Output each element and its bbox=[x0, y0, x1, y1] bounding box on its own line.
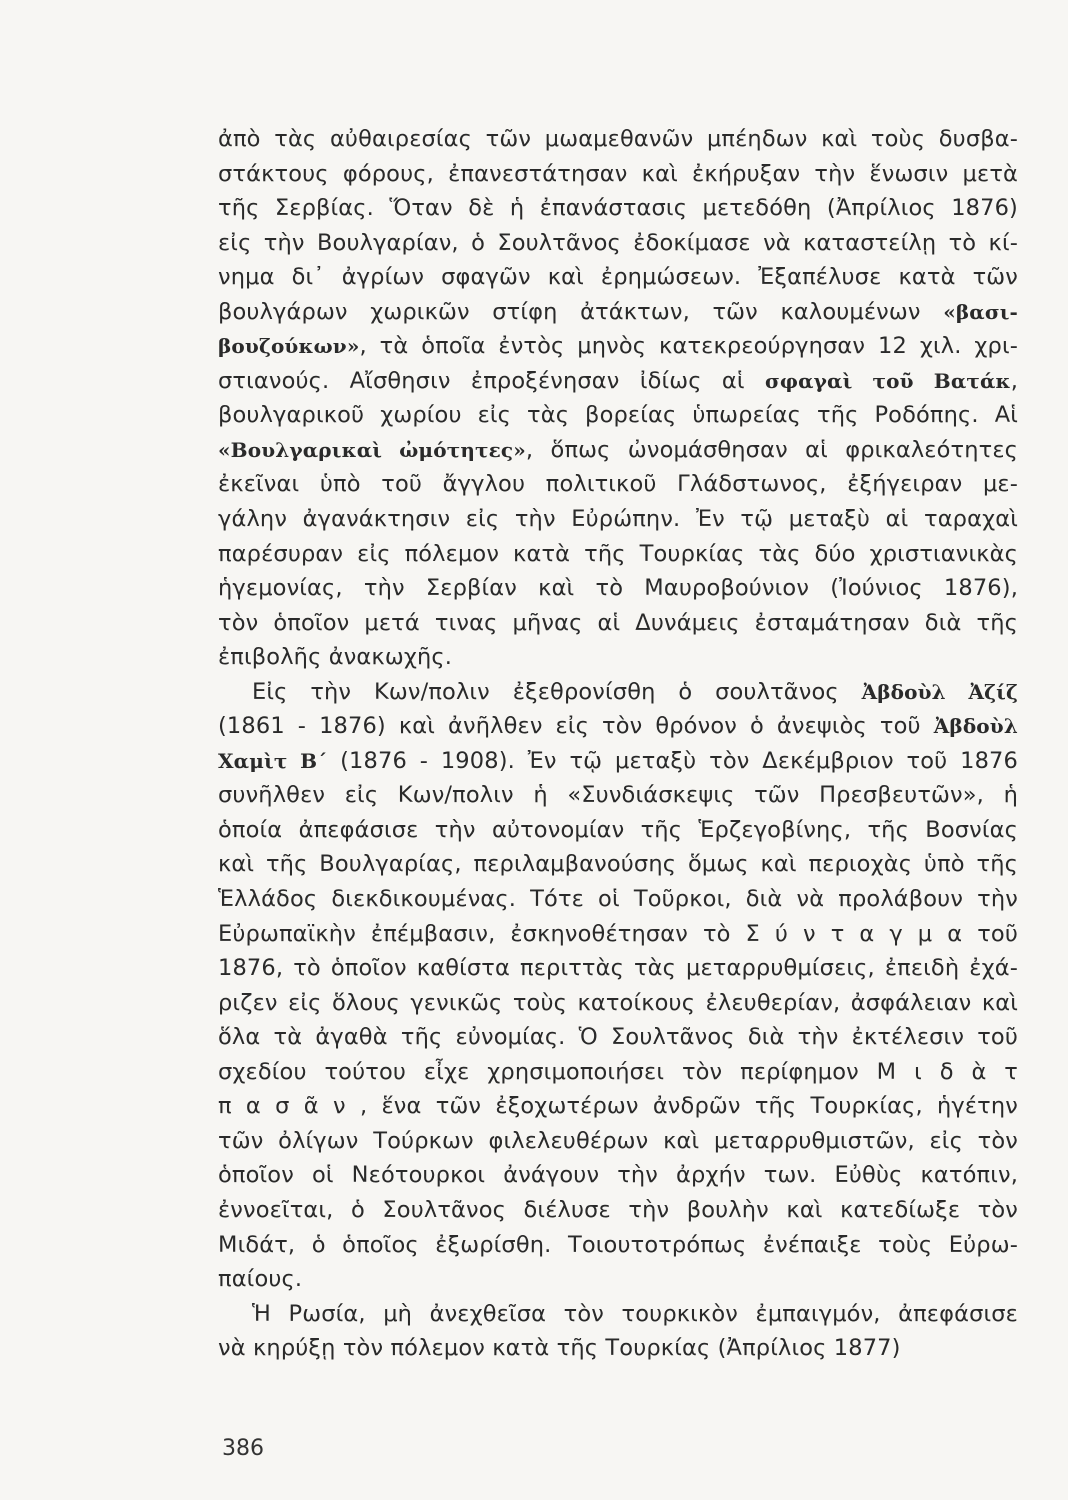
bold-text-segment: «βασι- bbox=[943, 299, 1018, 324]
text-line bbox=[218, 951, 1018, 986]
text-line bbox=[218, 606, 1018, 641]
text-line bbox=[218, 467, 1018, 502]
page-text bbox=[218, 122, 1018, 1366]
text-line bbox=[218, 882, 1018, 917]
text-segment: (1876 - 1908). Ἐν τῷ μεταξὺ τὸν Δεκέμβριον τοῦ 1876 bbox=[327, 747, 1018, 774]
text-segment: παίους. bbox=[218, 1266, 303, 1293]
bold-text-segment: Χαμὶτ Β΄ bbox=[218, 748, 328, 773]
text-segment: στάκτους φόρους, ἐπανεστάτησαν καὶ ἐκήρυξαν τὴν ἕνωσιν μετὰ bbox=[218, 160, 1018, 187]
text-segment: ἐκεῖναι ὑπὸ τοῦ ἄγγλου πολιτικοῦ Γλάδστωνος, ἐξήγειραν με- bbox=[218, 471, 1018, 498]
text-line bbox=[218, 226, 1018, 261]
text-segment: Μιδάτ, ὁ ὁποῖος ἐξωρίσθη. Τοιουτοτρόπως ἐνέπαιξε τοὺς Εὐρω- bbox=[218, 1231, 1018, 1258]
text-line bbox=[218, 778, 1018, 813]
text-line bbox=[218, 122, 1018, 157]
text-segment: 1876, τὸ ὁποῖον καθίστα περιττὰς τὰς μεταρρυθμίσεις, ἐπειδὴ ἐχά- bbox=[218, 955, 1018, 982]
text-line bbox=[218, 398, 1018, 433]
text-line bbox=[218, 191, 1018, 226]
text-segment: Ἑλλάδος διεκδικουμένας. Τότε οἱ Τοῦρκοι, διὰ νὰ προλάβουν τὴν bbox=[218, 886, 1018, 913]
text-line bbox=[218, 986, 1018, 1021]
text-line bbox=[218, 1331, 1018, 1366]
text-line bbox=[218, 1158, 1018, 1193]
text-line bbox=[218, 537, 1018, 572]
text-segment: , ὅπως ὠνομάσθησαν αἱ φρικαλεότητες bbox=[525, 436, 1018, 463]
text-line bbox=[218, 1228, 1018, 1263]
text-segment: , bbox=[1010, 367, 1018, 394]
bold-text-segment: σφαγαὶ τοῦ Βατάκ bbox=[765, 368, 1011, 393]
text-segment: καὶ τῆς Βουλγαρίας, περιλαμβανούσης ὅμως καὶ περιοχὰς ὑπὸ τῆς bbox=[218, 851, 1018, 878]
text-line bbox=[218, 157, 1018, 192]
text-segment: ὁποῖον οἱ Νεότουρκοι ἀνάγουν τὴν ἀρχήν των. Εὐθὺς κατόπιν, bbox=[218, 1162, 1018, 1189]
text-segment: σχεδίου τούτου εἶχε χρησιμοποιήσει τὸν περίφημον Μ ι δ ὰ τ bbox=[218, 1058, 1018, 1085]
text-segment: εἰς τὴν Βουλγαρίαν, ὁ Σουλτᾶνος ἐδοκίμασε νὰ καταστείλῃ τὸ κί- bbox=[218, 229, 1018, 256]
text-segment: Εὐρωπαϊκὴν ἐπέμβασιν, ἐσκηνοθέτησαν τὸ Σ ύ ν τ α γ μ α τοῦ bbox=[218, 920, 1018, 947]
text-line bbox=[218, 571, 1018, 606]
text-line bbox=[218, 1089, 1018, 1124]
text-segment: ἡγεμονίας, τὴν Σερβίαν καὶ τὸ Μαυροβούνιον (Ἰούνιος 1876), bbox=[218, 575, 1018, 602]
bold-text-segment: βουζούκων» bbox=[218, 334, 360, 359]
text-line bbox=[218, 502, 1018, 537]
text-segment: τῶν ὀλίγων Τούρκων φιλελευθέρων καὶ μεταρρυθμιστῶν, εἰς τὸν bbox=[218, 1127, 1018, 1154]
text-segment: ὁποία ἀπεφάσισε τὴν αὐτονομίαν τῆς Ἑρζεγοβίνης, τῆς Βοσνίας bbox=[218, 816, 1018, 843]
text-segment: ἐννοεῖται, ὁ Σουλτᾶνος διέλυσε τὴν βουλὴν καὶ κατεδίωξε τὸν bbox=[218, 1196, 1018, 1223]
text-segment: ὅλα τὰ ἀγαθὰ τῆς εὐνομίας. Ὁ Σουλτᾶνος διὰ τὴν ἐκτέλεσιν τοῦ bbox=[218, 1024, 1018, 1051]
text-line bbox=[218, 813, 1018, 848]
text-line bbox=[218, 1055, 1018, 1090]
text-line bbox=[218, 1297, 1018, 1332]
text-segment: τὸν ὁποῖον μετά τινας μῆνας αἱ Δυνάμεις ἐσταμάτησαν διὰ τῆς bbox=[218, 609, 1018, 636]
text-segment: παρέσυραν εἰς πόλεμον κατὰ τῆς Τουρκίας τὰς δύο χριστιανικὰς bbox=[218, 540, 1018, 567]
text-line bbox=[218, 744, 1018, 779]
text-segment: ριζεν εἰς ὅλους γενικῶς τοὺς κατοίκους ἐλευθερίαν, ἀσφάλειαν καὶ bbox=[218, 989, 1018, 1016]
text-segment: π α σ ᾶ ν , ἕνα τῶν ἐξοχωτέρων ἀνδρῶν τῆς Τουρκίας, ἡγέτην bbox=[218, 1093, 1018, 1120]
text-segment: γάλην ἀγανάκτησιν εἰς τὴν Εὐρώπην. Ἐν τῷ μεταξὺ αἱ ταραχαὶ bbox=[218, 506, 1018, 533]
text-segment: στιανούς. Αἴσθησιν ἐπροξένησαν ἰδίως αἱ bbox=[218, 367, 765, 394]
text-line bbox=[218, 1193, 1018, 1228]
text-segment: συνῆλθεν εἰς Κων/πολιν ἡ «Συνδιάσκεψις τῶν Πρεσβευτῶν», ἡ bbox=[218, 782, 1018, 809]
text-line bbox=[218, 295, 1018, 330]
text-line bbox=[218, 847, 1018, 882]
text-segment: Εἰς τὴν Κων/πολιν ἐξεθρονίσθη ὁ σουλτᾶνος bbox=[252, 678, 862, 705]
text-segment: ἐπιβολῆς ἀνακωχῆς. bbox=[218, 644, 453, 671]
text-line bbox=[218, 640, 1018, 675]
text-segment: βουλγαρικοῦ χωρίου εἰς τὰς βορείας ὑπωρείας τῆς Ροδόπης. Αἱ bbox=[218, 402, 1018, 429]
bold-text-segment: Ἀβδοὺλ Ἀζίζ bbox=[861, 679, 1018, 704]
text-line bbox=[218, 364, 1018, 399]
text-line bbox=[218, 917, 1018, 952]
text-line bbox=[218, 1262, 1018, 1297]
text-line bbox=[218, 675, 1018, 710]
text-segment: βουλγάρων χωρικῶν στίφη ἀτάκτων, τῶν καλουμένων bbox=[218, 298, 944, 325]
text-segment: , τὰ ὁποῖα ἐντὸς μηνὸς κατεκρεούργησαν 12 χιλ. χρι- bbox=[359, 333, 1018, 360]
text-line bbox=[218, 329, 1018, 364]
text-segment: νημα δι᾽ ἀγρίων σφαγῶν καὶ ἐρημώσεων. Ἐξαπέλυσε κατὰ τῶν bbox=[218, 264, 1018, 291]
text-segment: (1861 - 1876) καὶ ἀνῆλθεν εἰς τὸν θρόνον ὁ ἀνεψιὸς τοῦ bbox=[218, 713, 934, 740]
page-number: 386 bbox=[222, 1436, 264, 1461]
text-line bbox=[218, 260, 1018, 295]
text-segment: ἀπὸ τὰς αὐθαιρεσίας τῶν μωαμεθανῶν μπέηδων καὶ τοὺς δυσβα- bbox=[218, 126, 1018, 152]
text-segment: Ἡ Ρωσία, μὴ ἀνεχθεῖσα τὸν τουρκικὸν ἐμπαιγμόν, ἀπεφάσισε bbox=[252, 1300, 1018, 1327]
bold-text-segment: Ἀβδοὺλ bbox=[933, 714, 1018, 739]
bold-text-segment: «Βουλγαρικαὶ ὠμότητες» bbox=[218, 437, 526, 462]
text-line bbox=[218, 1020, 1018, 1055]
text-line bbox=[218, 433, 1018, 468]
text-segment: νὰ κηρύξῃ τὸν πόλεμον κατὰ τῆς Τουρκίας (Ἀπρίλιος 1877) bbox=[218, 1335, 901, 1362]
text-line bbox=[218, 1124, 1018, 1159]
text-line bbox=[218, 709, 1018, 744]
text-segment: τῆς Σερβίας. Ὅταν δὲ ἡ ἐπανάστασις μετεδόθη (Ἀπρίλιος 1876) bbox=[218, 195, 1018, 222]
